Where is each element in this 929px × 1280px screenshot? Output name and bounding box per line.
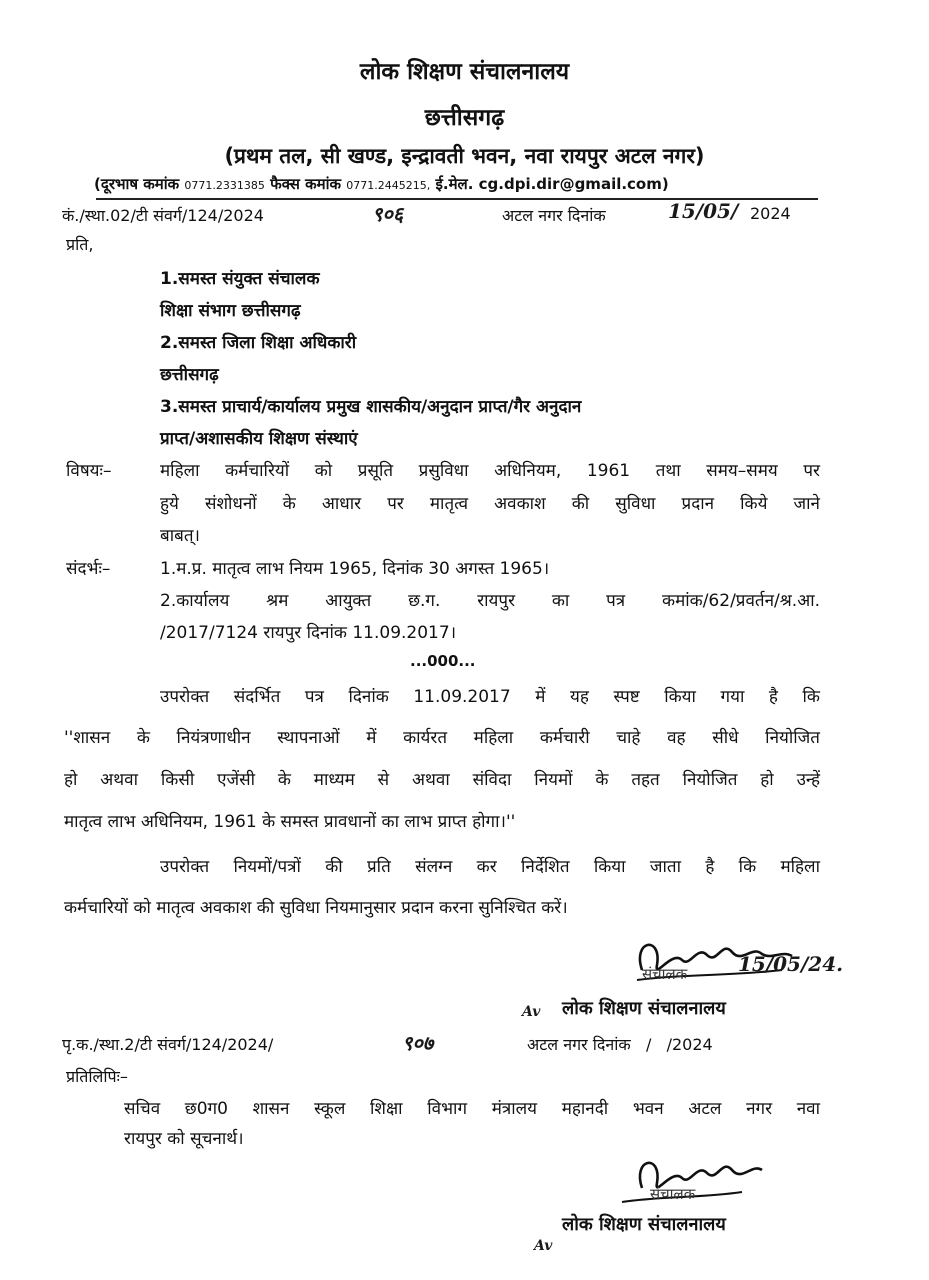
recipient-line: छत्तीसगढ़ <box>160 365 219 385</box>
reference-label: संदर्भः– <box>66 559 111 579</box>
section-separator: ...000... <box>410 652 476 670</box>
signature-2-stamp: संचालक <box>650 1185 696 1203</box>
office-title: लोक शिक्षण संचालनालय <box>359 59 570 85</box>
reference-line: /2017/7124 रायपुर दिनांक 11.09.2017। <box>160 623 457 643</box>
signature-1-handwritten-date: 15/05/24. <box>738 952 844 976</box>
body-line: ''शासन के नियंत्रणाधीन स्थापनाओं में कार्यरत महिला कर्मचारी चाहे वह सीधे नियोजित <box>64 728 820 748</box>
reference-line: 2.कार्यालय श्रम आयुक्त छ.ग. रायपुर का पत्र कमांक/62/प्रवर्तन/श्र.आ. <box>160 591 820 611</box>
signature-2 <box>612 1148 812 1218</box>
copy-label: प्रतिलिपिः– <box>66 1067 128 1086</box>
email-address: cg.dpi.dir@gmail.com) <box>478 175 669 193</box>
phone-label: (दूरभाष कमांक <box>94 175 180 193</box>
phone-number: 0771.2331385 <box>184 179 265 192</box>
subject-label: विषयः– <box>66 461 112 481</box>
endorsement-place-date: अटल नगर दिनांक / /2024 <box>527 1035 713 1054</box>
handwritten-endorsement-number: ९०७ <box>402 1031 434 1055</box>
body-line: कर्मचारियों को मातृत्व अवकाश की सुविधा नियमानुसार प्रदान करना सुनिश्चित करें। <box>64 898 568 918</box>
to-label: प्रति, <box>66 235 94 254</box>
signature-1-initial: Av <box>522 1004 541 1020</box>
subject-line: बाबत्। <box>160 526 200 546</box>
recipient-line: शिक्षा संभाग छत्तीसगढ़ <box>160 301 301 321</box>
fax-label: फैक्स कमांक <box>270 175 342 193</box>
state-name: छत्तीसगढ़ <box>424 105 505 131</box>
signature-1-office: लोक शिक्षण संचालनालय <box>562 998 726 1019</box>
recipient-line: 2.समस्त जिला शिक्षा अधिकारी <box>160 333 357 353</box>
signature-2-office: लोक शिक्षण संचालनालय <box>562 1214 726 1235</box>
handwritten-dispatch-number: ९०६ <box>372 202 404 226</box>
body-line: हो अथवा किसी एजेंसी के माध्यम से अथवा संविदा नियमों के तहत नियोजित हो उन्हें <box>64 770 820 790</box>
letter-year: 2024 <box>750 204 791 223</box>
email-label: ई.मेल. <box>435 175 474 193</box>
body-line: मातृत्व लाभ अधिनियम, 1961 के समस्त प्रावधानों का लाभ प्राप्त होगा।'' <box>64 812 516 832</box>
recipient-line: प्राप्त/अशासकीय शिक्षण संस्थाएं <box>160 429 358 449</box>
handwritten-date: 15/05/ <box>668 199 739 223</box>
office-address: (प्रथम तल, सी खण्ड, इन्द्रावती भवन, नवा रायपुर अटल नगर) <box>224 144 705 168</box>
signature-1-stamp: संचालक <box>642 965 688 983</box>
reference-line: 1.म.प्र. मातृत्व लाभ नियम 1965, दिनांक 30 अगस्त 1965। <box>160 559 550 579</box>
endorsement-number: पृ.क./स्था.2/टी संवर्ग/124/2024/ <box>62 1035 274 1054</box>
recipient-line: 1.समस्त संयुक्त संचालक <box>160 269 320 289</box>
subject-line: महिला कर्मचारियों को प्रसूति प्रसुविधा अधिनियम, 1961 तथा समय–समय पर <box>160 461 820 481</box>
signature-2-initial: Av <box>534 1238 553 1254</box>
copy-line: रायपुर को सूचनार्थ। <box>124 1129 244 1149</box>
place-date-label: अटल नगर दिनांक <box>502 206 606 225</box>
contact-line <box>94 174 669 194</box>
body-line: उपरोक्त नियमों/पत्रों की प्रति संलग्न कर निर्देशित किया जाता है कि महिला <box>160 857 820 877</box>
copy-line: सचिव छ0ग0 शासन स्कूल शिक्षा विभाग मंत्रालय महानदी भवन अटल नगर नवा <box>124 1099 820 1119</box>
fax-number: 0771.2445215, <box>346 179 431 192</box>
body-line: उपरोक्त संदर्भित पत्र दिनांक 11.09.2017 में यह स्पष्ट किया गया है कि <box>160 687 820 707</box>
letter-number: कं./स्था.02/टी संवर्ग/124/2024 <box>62 206 264 225</box>
recipient-line: 3.समस्त प्राचार्य/कार्यालय प्रमुख शासकीय/अनुदान प्राप्त/गैर अनुदान <box>160 397 582 417</box>
subject-line: हुये संशोधनों के आधार पर मातृत्व अवकाश की सुविधा प्रदान किये जाने <box>160 494 820 514</box>
